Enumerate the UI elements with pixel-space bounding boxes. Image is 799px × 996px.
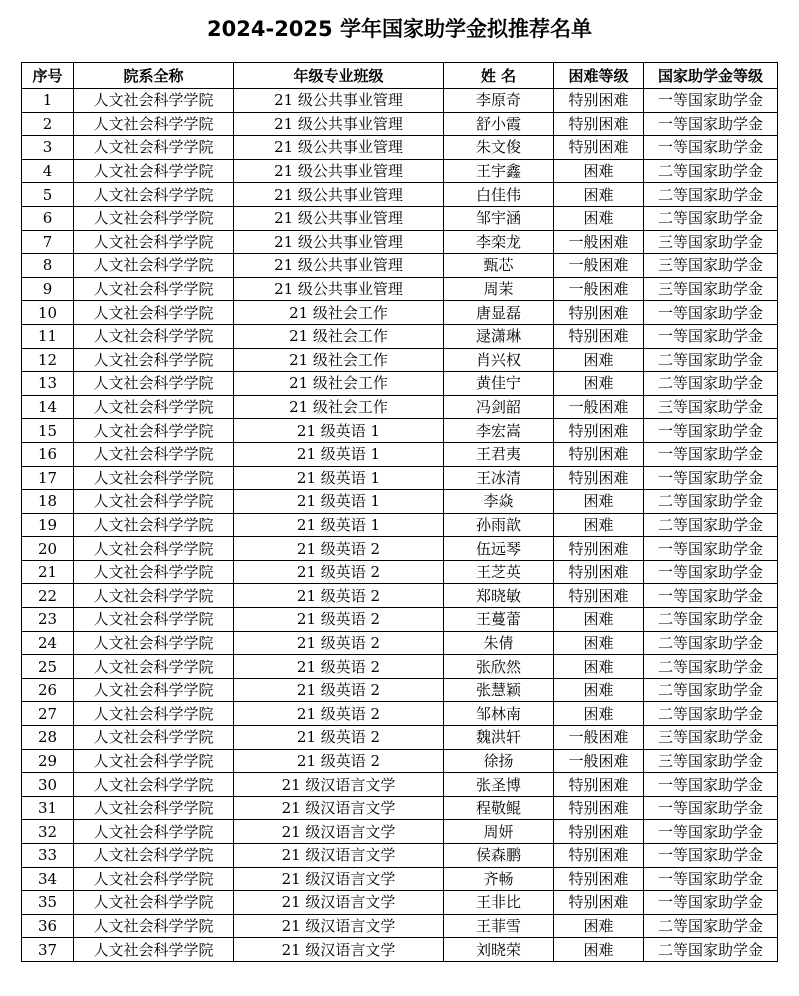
table-row xyxy=(22,254,778,278)
cell-hardship-level: 一般困难 xyxy=(554,749,644,773)
cell-department: 人文社会科学学院 xyxy=(74,749,234,773)
cell-department: 人文社会科学学院 xyxy=(74,159,234,183)
cell-class: 21 级公共事业管理 xyxy=(234,136,444,160)
cell-class: 21 级汉语言文学 xyxy=(234,867,444,891)
cell-hardship-level: 困难 xyxy=(554,938,644,962)
cell-index: 32 xyxy=(22,820,74,844)
page-title: 2024-2025 学年国家助学金拟推荐名单 xyxy=(207,17,592,41)
cell-index: 27 xyxy=(22,702,74,726)
cell-department: 人文社会科学学院 xyxy=(74,867,234,891)
cell-name: 甄芯 xyxy=(444,254,554,278)
table-row xyxy=(22,726,778,750)
table-row xyxy=(22,466,778,490)
cell-department: 人文社会科学学院 xyxy=(74,584,234,608)
table-row xyxy=(22,230,778,254)
cell-index: 36 xyxy=(22,914,74,938)
cell-name: 郑晓敏 xyxy=(444,584,554,608)
table-header-row xyxy=(22,63,778,89)
column-header-name: 姓 名 xyxy=(444,63,554,89)
cell-name: 王冰清 xyxy=(444,466,554,490)
table-row xyxy=(22,914,778,938)
table-row xyxy=(22,584,778,608)
cell-index: 33 xyxy=(22,844,74,868)
cell-grant-level: 一等国家助学金 xyxy=(644,442,778,466)
table-row xyxy=(22,513,778,537)
cell-grant-level: 三等国家助学金 xyxy=(644,726,778,750)
cell-hardship-level: 困难 xyxy=(554,678,644,702)
cell-department: 人文社会科学学院 xyxy=(74,631,234,655)
cell-grant-level: 二等国家助学金 xyxy=(644,631,778,655)
cell-grant-level: 二等国家助学金 xyxy=(644,655,778,679)
cell-grant-level: 二等国家助学金 xyxy=(644,608,778,632)
cell-hardship-level: 特别困难 xyxy=(554,301,644,325)
cell-grant-level: 二等国家助学金 xyxy=(644,372,778,396)
cell-index: 22 xyxy=(22,584,74,608)
cell-class: 21 级汉语言文学 xyxy=(234,796,444,820)
cell-name: 程敬鲲 xyxy=(444,796,554,820)
cell-hardship-level: 特别困难 xyxy=(554,560,644,584)
cell-index: 37 xyxy=(22,938,74,962)
cell-index: 2 xyxy=(22,112,74,136)
cell-name: 肖兴权 xyxy=(444,348,554,372)
cell-name: 张慧颖 xyxy=(444,678,554,702)
cell-hardship-level: 特别困难 xyxy=(554,89,644,113)
cell-index: 4 xyxy=(22,159,74,183)
cell-name: 王蔓蕾 xyxy=(444,608,554,632)
cell-hardship-level: 困难 xyxy=(554,348,644,372)
cell-department: 人文社会科学学院 xyxy=(74,702,234,726)
cell-name: 唐显磊 xyxy=(444,301,554,325)
cell-class: 21 级英语 2 xyxy=(234,655,444,679)
cell-hardship-level: 困难 xyxy=(554,702,644,726)
cell-index: 24 xyxy=(22,631,74,655)
cell-name: 周茉 xyxy=(444,277,554,301)
cell-name: 魏洪轩 xyxy=(444,726,554,750)
cell-index: 7 xyxy=(22,230,74,254)
cell-hardship-level: 特别困难 xyxy=(554,442,644,466)
cell-name: 周妍 xyxy=(444,820,554,844)
cell-name: 王菲雪 xyxy=(444,914,554,938)
cell-hardship-level: 困难 xyxy=(554,159,644,183)
cell-hardship-level: 困难 xyxy=(554,183,644,207)
cell-grant-level: 三等国家助学金 xyxy=(644,395,778,419)
cell-index: 15 xyxy=(22,419,74,443)
cell-name: 朱倩 xyxy=(444,631,554,655)
cell-grant-level: 二等国家助学金 xyxy=(644,490,778,514)
table-row xyxy=(22,395,778,419)
cell-index: 18 xyxy=(22,490,74,514)
cell-hardship-level: 一般困难 xyxy=(554,395,644,419)
table-body xyxy=(22,89,778,962)
cell-department: 人文社会科学学院 xyxy=(74,206,234,230)
cell-class: 21 级汉语言文学 xyxy=(234,891,444,915)
cell-department: 人文社会科学学院 xyxy=(74,820,234,844)
cell-hardship-level: 特别困难 xyxy=(554,820,644,844)
cell-grant-level: 二等国家助学金 xyxy=(644,159,778,183)
cell-department: 人文社会科学学院 xyxy=(74,112,234,136)
cell-hardship-level: 特别困难 xyxy=(554,844,644,868)
cell-grant-level: 一等国家助学金 xyxy=(644,867,778,891)
cell-class: 21 级英语 1 xyxy=(234,466,444,490)
roster-table xyxy=(21,62,778,962)
cell-grant-level: 一等国家助学金 xyxy=(644,89,778,113)
cell-grant-level: 一等国家助学金 xyxy=(644,584,778,608)
table-row xyxy=(22,89,778,113)
cell-department: 人文社会科学学院 xyxy=(74,726,234,750)
cell-grant-level: 一等国家助学金 xyxy=(644,466,778,490)
cell-class: 21 级公共事业管理 xyxy=(234,230,444,254)
cell-name: 王芝英 xyxy=(444,560,554,584)
cell-name: 冯剑韶 xyxy=(444,395,554,419)
table-row xyxy=(22,537,778,561)
table-row xyxy=(22,136,778,160)
cell-grant-level: 一等国家助学金 xyxy=(644,112,778,136)
cell-grant-level: 一等国家助学金 xyxy=(644,324,778,348)
cell-index: 25 xyxy=(22,655,74,679)
cell-class: 21 级公共事业管理 xyxy=(234,89,444,113)
cell-name: 刘晓荣 xyxy=(444,938,554,962)
table-row xyxy=(22,560,778,584)
cell-index: 21 xyxy=(22,560,74,584)
cell-index: 9 xyxy=(22,277,74,301)
cell-class: 21 级英语 2 xyxy=(234,702,444,726)
cell-hardship-level: 困难 xyxy=(554,655,644,679)
cell-department: 人文社会科学学院 xyxy=(74,490,234,514)
cell-department: 人文社会科学学院 xyxy=(74,891,234,915)
cell-index: 19 xyxy=(22,513,74,537)
cell-grant-level: 一等国家助学金 xyxy=(644,560,778,584)
cell-class: 21 级公共事业管理 xyxy=(234,254,444,278)
cell-name: 李宏嵩 xyxy=(444,419,554,443)
cell-department: 人文社会科学学院 xyxy=(74,914,234,938)
cell-department: 人文社会科学学院 xyxy=(74,773,234,797)
cell-class: 21 级英语 2 xyxy=(234,537,444,561)
cell-hardship-level: 困难 xyxy=(554,914,644,938)
cell-name: 朱文俊 xyxy=(444,136,554,160)
cell-hardship-level: 一般困难 xyxy=(554,254,644,278)
cell-grant-level: 一等国家助学金 xyxy=(644,136,778,160)
cell-grant-level: 二等国家助学金 xyxy=(644,678,778,702)
cell-name: 张欣然 xyxy=(444,655,554,679)
cell-hardship-level: 特别困难 xyxy=(554,584,644,608)
column-header-index: 序号 xyxy=(22,63,74,89)
cell-index: 17 xyxy=(22,466,74,490)
table-row xyxy=(22,678,778,702)
cell-index: 28 xyxy=(22,726,74,750)
cell-index: 26 xyxy=(22,678,74,702)
cell-hardship-level: 一般困难 xyxy=(554,726,644,750)
table-row xyxy=(22,796,778,820)
cell-grant-level: 一等国家助学金 xyxy=(644,844,778,868)
cell-index: 13 xyxy=(22,372,74,396)
cell-hardship-level: 特别困难 xyxy=(554,466,644,490)
cell-hardship-level: 困难 xyxy=(554,490,644,514)
cell-class: 21 级英语 1 xyxy=(234,490,444,514)
cell-hardship-level: 特别困难 xyxy=(554,419,644,443)
cell-hardship-level: 特别困难 xyxy=(554,537,644,561)
table-row xyxy=(22,324,778,348)
cell-department: 人文社会科学学院 xyxy=(74,678,234,702)
cell-department: 人文社会科学学院 xyxy=(74,655,234,679)
cell-grant-level: 二等国家助学金 xyxy=(644,914,778,938)
cell-grant-level: 二等国家助学金 xyxy=(644,206,778,230)
cell-department: 人文社会科学学院 xyxy=(74,348,234,372)
column-header-class: 年级专业班级 xyxy=(234,63,444,89)
cell-department: 人文社会科学学院 xyxy=(74,938,234,962)
table-row xyxy=(22,372,778,396)
cell-name: 孙雨歆 xyxy=(444,513,554,537)
cell-department: 人文社会科学学院 xyxy=(74,372,234,396)
cell-hardship-level: 特别困难 xyxy=(554,136,644,160)
cell-index: 30 xyxy=(22,773,74,797)
cell-class: 21 级英语 2 xyxy=(234,584,444,608)
cell-grant-level: 二等国家助学金 xyxy=(644,183,778,207)
cell-class: 21 级社会工作 xyxy=(234,395,444,419)
cell-grant-level: 二等国家助学金 xyxy=(644,702,778,726)
table-row xyxy=(22,631,778,655)
cell-department: 人文社会科学学院 xyxy=(74,301,234,325)
cell-class: 21 级社会工作 xyxy=(234,372,444,396)
table-row xyxy=(22,867,778,891)
cell-class: 21 级社会工作 xyxy=(234,301,444,325)
cell-name: 徐扬 xyxy=(444,749,554,773)
cell-index: 12 xyxy=(22,348,74,372)
cell-hardship-level: 困难 xyxy=(554,513,644,537)
cell-class: 21 级汉语言文学 xyxy=(234,820,444,844)
cell-class: 21 级英语 2 xyxy=(234,726,444,750)
cell-grant-level: 二等国家助学金 xyxy=(644,513,778,537)
cell-department: 人文社会科学学院 xyxy=(74,277,234,301)
cell-class: 21 级公共事业管理 xyxy=(234,277,444,301)
cell-department: 人文社会科学学院 xyxy=(74,608,234,632)
cell-name: 王君夷 xyxy=(444,442,554,466)
cell-name: 李焱 xyxy=(444,490,554,514)
cell-hardship-level: 困难 xyxy=(554,608,644,632)
cell-grant-level: 一等国家助学金 xyxy=(644,537,778,561)
column-header-department: 院系全称 xyxy=(74,63,234,89)
cell-index: 3 xyxy=(22,136,74,160)
table-row xyxy=(22,277,778,301)
table-row xyxy=(22,206,778,230)
cell-class: 21 级英语 2 xyxy=(234,560,444,584)
cell-hardship-level: 特别困难 xyxy=(554,796,644,820)
cell-department: 人文社会科学学院 xyxy=(74,796,234,820)
cell-index: 5 xyxy=(22,183,74,207)
table-row xyxy=(22,301,778,325)
cell-class: 21 级公共事业管理 xyxy=(234,206,444,230)
cell-hardship-level: 特别困难 xyxy=(554,891,644,915)
cell-index: 10 xyxy=(22,301,74,325)
cell-index: 1 xyxy=(22,89,74,113)
cell-grant-level: 二等国家助学金 xyxy=(644,348,778,372)
cell-name: 邹林南 xyxy=(444,702,554,726)
cell-grant-level: 一等国家助学金 xyxy=(644,773,778,797)
cell-department: 人文社会科学学院 xyxy=(74,844,234,868)
cell-class: 21 级汉语言文学 xyxy=(234,844,444,868)
cell-department: 人文社会科学学院 xyxy=(74,419,234,443)
cell-grant-level: 二等国家助学金 xyxy=(644,938,778,962)
cell-grant-level: 三等国家助学金 xyxy=(644,277,778,301)
cell-grant-level: 一等国家助学金 xyxy=(644,820,778,844)
table-row xyxy=(22,112,778,136)
cell-department: 人文社会科学学院 xyxy=(74,89,234,113)
cell-name: 逯潇琳 xyxy=(444,324,554,348)
cell-class: 21 级公共事业管理 xyxy=(234,183,444,207)
cell-class: 21 级英语 2 xyxy=(234,749,444,773)
cell-hardship-level: 特别困难 xyxy=(554,867,644,891)
cell-hardship-level: 困难 xyxy=(554,631,644,655)
cell-class: 21 级英语 2 xyxy=(234,608,444,632)
cell-name: 白佳伟 xyxy=(444,183,554,207)
cell-hardship-level: 特别困难 xyxy=(554,324,644,348)
cell-index: 23 xyxy=(22,608,74,632)
cell-department: 人文社会科学学院 xyxy=(74,513,234,537)
cell-index: 6 xyxy=(22,206,74,230)
cell-department: 人文社会科学学院 xyxy=(74,537,234,561)
table-row xyxy=(22,702,778,726)
cell-hardship-level: 特别困难 xyxy=(554,773,644,797)
cell-name: 王宇鑫 xyxy=(444,159,554,183)
cell-name: 侯森鹏 xyxy=(444,844,554,868)
cell-name: 邹宇涵 xyxy=(444,206,554,230)
table-row xyxy=(22,891,778,915)
cell-grant-level: 一等国家助学金 xyxy=(644,891,778,915)
table-row xyxy=(22,655,778,679)
cell-name: 伍远琴 xyxy=(444,537,554,561)
cell-hardship-level: 困难 xyxy=(554,372,644,396)
cell-name: 李原奇 xyxy=(444,89,554,113)
cell-class: 21 级公共事业管理 xyxy=(234,159,444,183)
table-row xyxy=(22,844,778,868)
table-row xyxy=(22,442,778,466)
cell-class: 21 级汉语言文学 xyxy=(234,773,444,797)
column-header-hardship-level: 困难等级 xyxy=(554,63,644,89)
cell-department: 人文社会科学学院 xyxy=(74,230,234,254)
cell-class: 21 级英语 1 xyxy=(234,442,444,466)
cell-name: 李栾龙 xyxy=(444,230,554,254)
table-row xyxy=(22,419,778,443)
cell-hardship-level: 特别困难 xyxy=(554,112,644,136)
cell-grant-level: 一等国家助学金 xyxy=(644,796,778,820)
table-row xyxy=(22,159,778,183)
cell-class: 21 级英语 1 xyxy=(234,419,444,443)
cell-class: 21 级汉语言文学 xyxy=(234,914,444,938)
cell-class: 21 级汉语言文学 xyxy=(234,938,444,962)
cell-index: 11 xyxy=(22,324,74,348)
cell-name: 舒小霞 xyxy=(444,112,554,136)
cell-index: 34 xyxy=(22,867,74,891)
cell-department: 人文社会科学学院 xyxy=(74,183,234,207)
cell-grant-level: 三等国家助学金 xyxy=(644,254,778,278)
cell-class: 21 级英语 1 xyxy=(234,513,444,537)
cell-hardship-level: 一般困难 xyxy=(554,277,644,301)
cell-department: 人文社会科学学院 xyxy=(74,560,234,584)
table-row xyxy=(22,938,778,962)
table-row xyxy=(22,749,778,773)
column-header-grant-level: 国家助学金等级 xyxy=(644,63,778,89)
cell-department: 人文社会科学学院 xyxy=(74,254,234,278)
cell-class: 21 级英语 2 xyxy=(234,631,444,655)
cell-name: 齐畅 xyxy=(444,867,554,891)
cell-index: 20 xyxy=(22,537,74,561)
cell-class: 21 级英语 2 xyxy=(234,678,444,702)
cell-index: 31 xyxy=(22,796,74,820)
cell-index: 16 xyxy=(22,442,74,466)
cell-class: 21 级公共事业管理 xyxy=(234,112,444,136)
cell-index: 29 xyxy=(22,749,74,773)
cell-class: 21 级社会工作 xyxy=(234,348,444,372)
cell-class: 21 级社会工作 xyxy=(234,324,444,348)
cell-department: 人文社会科学学院 xyxy=(74,442,234,466)
table-row xyxy=(22,490,778,514)
cell-grant-level: 一等国家助学金 xyxy=(644,419,778,443)
cell-index: 14 xyxy=(22,395,74,419)
cell-department: 人文社会科学学院 xyxy=(74,466,234,490)
cell-name: 黄佳宁 xyxy=(444,372,554,396)
cell-index: 8 xyxy=(22,254,74,278)
cell-name: 王非比 xyxy=(444,891,554,915)
cell-hardship-level: 一般困难 xyxy=(554,230,644,254)
cell-department: 人文社会科学学院 xyxy=(74,136,234,160)
table-row xyxy=(22,183,778,207)
table-row xyxy=(22,608,778,632)
cell-index: 35 xyxy=(22,891,74,915)
cell-hardship-level: 困难 xyxy=(554,206,644,230)
table-row xyxy=(22,773,778,797)
table-row xyxy=(22,348,778,372)
cell-department: 人文社会科学学院 xyxy=(74,324,234,348)
cell-grant-level: 三等国家助学金 xyxy=(644,230,778,254)
table-row xyxy=(22,820,778,844)
cell-name: 张圣博 xyxy=(444,773,554,797)
cell-grant-level: 一等国家助学金 xyxy=(644,301,778,325)
cell-department: 人文社会科学学院 xyxy=(74,395,234,419)
cell-grant-level: 三等国家助学金 xyxy=(644,749,778,773)
